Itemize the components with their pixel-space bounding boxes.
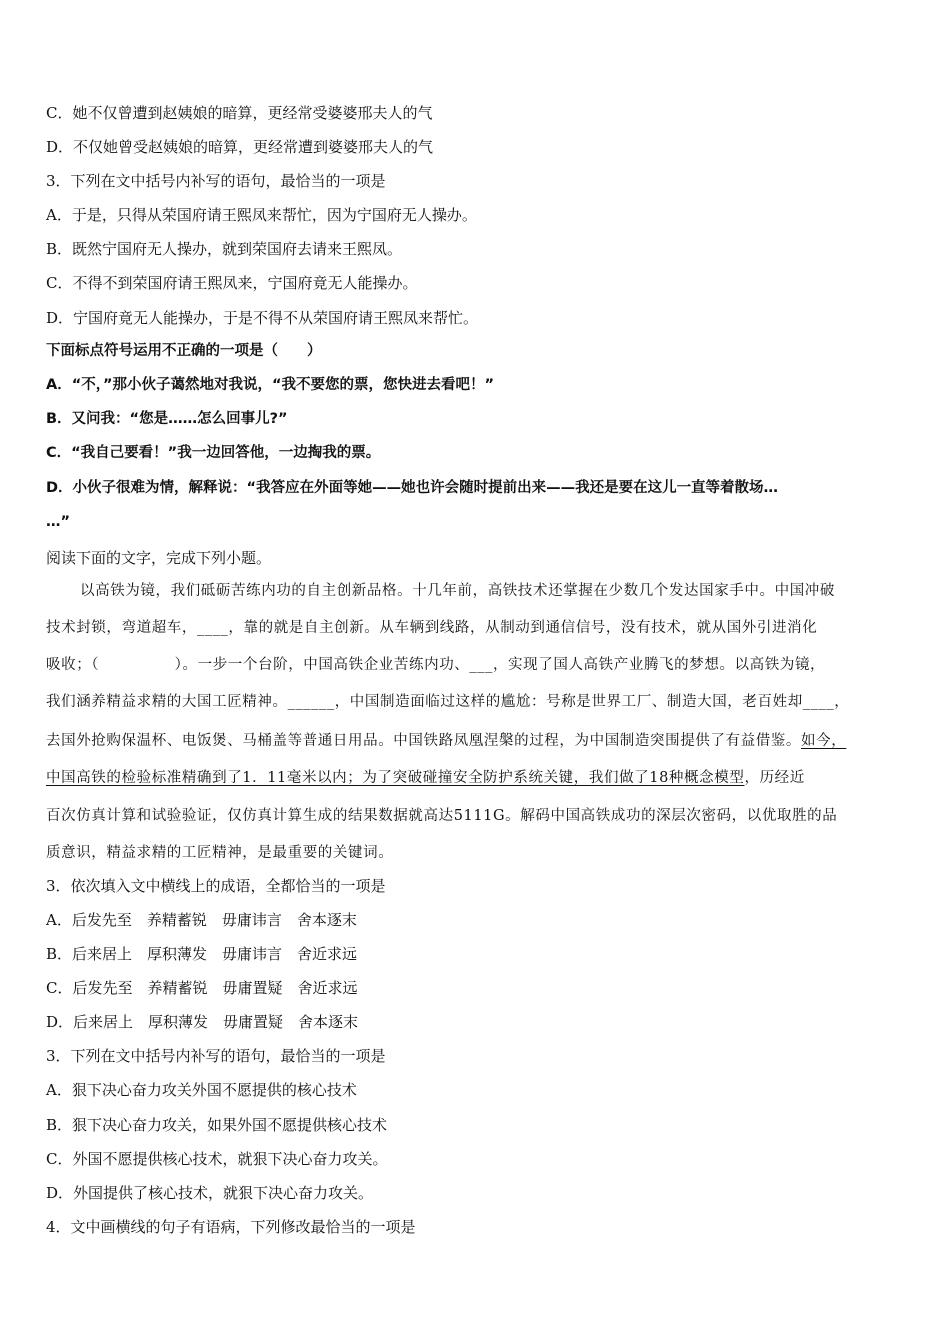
option-b: B．既然宁国府无人操办，就到荣国府去请来王熙凤。 <box>46 240 403 258</box>
passage-line: 百次仿真计算和试验验证，仅仿真计算生成的结果数据就高达5111G。解码中国高铁成功的深层次密码，以优取胜的品 <box>46 808 838 824</box>
option-d: D．宁国府竟无人能操办，于是不得不从荣国府请王熙凤来帮忙。 <box>46 309 479 327</box>
option-c: C．她不仅曾遭到赵姨娘的暗算，更经常受婆婆邢夫人的气 <box>46 104 433 122</box>
underlined-sentence: 中国高铁的检验标准精确到了1．11毫米以内；为了突破碰撞安全防护系统关键，我们做了18种概念模型 <box>46 770 745 786</box>
option-c: C．“我自己要看！”我一边回答他，一边掏我的票。 <box>46 445 381 461</box>
passage-line: 技术封锁，弯道超车，____，靠的就是自主创新。从车辆到线路，从制动到通信信号，没有技术，就从国外引进消化 <box>46 620 818 636</box>
passage-line: 质意识，精益求精的工匠精神，是最重要的关键词。 <box>46 845 394 861</box>
punctuation-question: 下面标点符号运用不正确的一项是（ ） <box>46 343 322 359</box>
option-a: A．狠下决心奋力攻关外国不愿提供的核心技术 <box>46 1081 357 1099</box>
option-d: D．小伙子很难为情，解释说：“我答应在外面等她——她也许会随时提前出来——我还是要在这儿一直等着散场… <box>46 480 779 496</box>
passage-line: 吸收；（ ）。一步一个台阶，中国高铁企业苦练内功、___，实现了国人高铁产业腾飞的梦想。以高铁为镜， <box>46 657 826 673</box>
option-a: A．“不，”那小伙子蔼然地对我说，“我不要您的票，您快进去看吧！” <box>46 377 495 393</box>
question-3: 3．下列在文中括号内补写的语句，最恰当的一项是 <box>46 172 386 190</box>
option-c: C．外国不愿提供核心技术，就狠下决心奋力攻关。 <box>46 1150 388 1168</box>
option-b: B．狠下决心奋力攻关，如果外国不愿提供核心技术 <box>46 1116 388 1134</box>
passage-line <box>46 768 908 788</box>
passage-text: 去国外抢购保温杯、电饭煲、马桶盖等普通日用品。中国铁路凤凰涅槃的过程，为中国制造突围提供了有益借鉴。 <box>46 733 801 749</box>
question-idiom: 3．依次填入文中横线上的成语，全都恰当的一项是 <box>46 877 386 895</box>
option-b: B．后来居上 厚积薄发 毋庸讳言 舍近求远 <box>46 945 358 963</box>
option-a: A．后发先至 养精蓄锐 毋庸讳言 舍本逐末 <box>46 911 357 929</box>
passage-line: 以高铁为镜，我们砥砺苦练内功的自主创新品格。十几年前，高铁技术还掌握在少数几个发达国家手中。中国冲破 <box>80 583 835 599</box>
option-d: D．后来居上 厚积薄发 毋庸置疑 舍本逐末 <box>46 1013 359 1031</box>
passage-line: 我们涵养精益求精的大国工匠精神。______，中国制造面临过这样的尴尬：号称是世界工厂、制造大国，老百姓却____， <box>46 694 850 710</box>
option-b: B．又问我：“您是……怎么回事儿?” <box>46 411 288 427</box>
option-c: C．后发先至 养精蓄锐 毋庸置疑 舍近求远 <box>46 979 358 997</box>
question-fill: 3．下列在文中括号内补写的语句，最恰当的一项是 <box>46 1047 386 1065</box>
passage-text: ，历经近 <box>744 770 805 786</box>
option-d-continued: …” <box>46 514 71 530</box>
option-d: D．外国提供了核心技术，就狠下决心奋力攻关。 <box>46 1184 374 1202</box>
option-c: C．不得不到荣国府请王熙凤来，宁国府竟无人能操办。 <box>46 274 418 292</box>
option-a: A．于是，只得从荣国府请王熙凤来帮忙，因为宁国府无人操办。 <box>46 206 477 224</box>
option-d: D．不仅她曾受赵姨娘的暗算，更经常遭到婆婆邢夫人的气 <box>46 138 434 156</box>
underlined-sentence: 如今， <box>801 733 847 749</box>
passage-line <box>46 731 908 751</box>
reading-intro: 阅读下面的文字，完成下列小题。 <box>46 549 272 567</box>
question-4: 4．文中画横线的句子有语病，下列修改最恰当的一项是 <box>46 1218 416 1236</box>
